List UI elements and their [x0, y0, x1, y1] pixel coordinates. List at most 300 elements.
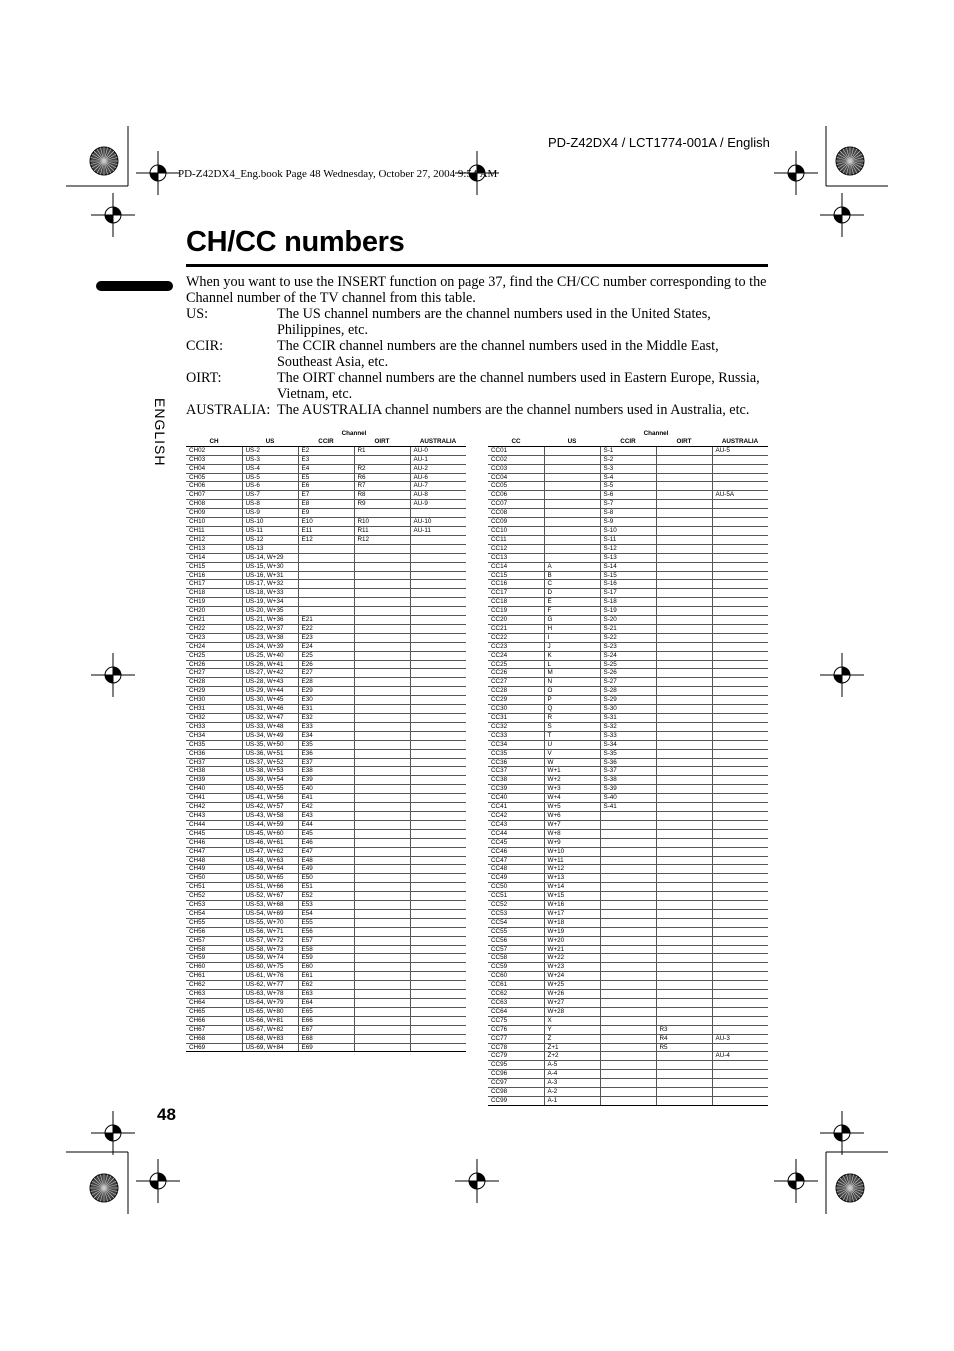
table-row: [488, 526, 768, 535]
table-cell: [354, 1043, 410, 1052]
table-cell: [410, 999, 466, 1008]
table-cell: CC79: [488, 1052, 544, 1061]
table-cell: [354, 918, 410, 927]
table-cell: E62: [298, 981, 354, 990]
table-cell: E46: [298, 838, 354, 847]
table-cell: R: [544, 714, 600, 723]
table-cell: CH47: [186, 847, 242, 856]
table-cell: R10: [354, 518, 410, 527]
definition-desc: The OIRT channel numbers are the channel numbers used in Eastern Europe, Russia, Vietnam, etc.: [277, 370, 760, 402]
table-cell: CC53: [488, 909, 544, 918]
table-cell: S-6: [600, 491, 656, 500]
table-row: [488, 1070, 768, 1079]
table-row: [186, 847, 466, 856]
table-cell: E54: [298, 909, 354, 918]
table-row: [186, 999, 466, 1008]
column-header: CH: [186, 438, 242, 446]
table-cell: [656, 446, 712, 455]
table-cell: [410, 544, 466, 553]
table-row: [186, 820, 466, 829]
table-cell: [712, 1079, 768, 1088]
table-cell: E41: [298, 794, 354, 803]
table-cell: CH06: [186, 482, 242, 491]
table-cell: [354, 544, 410, 553]
table-cell: US-47, W+62: [242, 847, 298, 856]
cc-number-table: [488, 430, 768, 1106]
table-cell: CH25: [186, 651, 242, 660]
table-cell: [354, 767, 410, 776]
table-cell: Z: [544, 1034, 600, 1043]
table-cell: CC42: [488, 811, 544, 820]
table-cell: [410, 901, 466, 910]
table-cell: S-13: [600, 553, 656, 562]
table-cell: CH63: [186, 990, 242, 999]
table-cell: CC75: [488, 1016, 544, 1025]
table-cell: [656, 616, 712, 625]
table-cell: E23: [298, 633, 354, 642]
table-cell: W+12: [544, 865, 600, 874]
table-cell: W+18: [544, 918, 600, 927]
table-cell: CH66: [186, 1016, 242, 1025]
table-cell: [354, 571, 410, 580]
table-cell: I: [544, 633, 600, 642]
table-cell: [712, 616, 768, 625]
table-cell: [354, 651, 410, 660]
table-cell: E24: [298, 642, 354, 651]
table-cell: CH05: [186, 473, 242, 482]
table-cell: [712, 972, 768, 981]
table-cell: [656, 660, 712, 669]
table-cell: CH23: [186, 633, 242, 642]
table-cell: US-57, W+72: [242, 936, 298, 945]
table-cell: [354, 954, 410, 963]
table-cell: [712, 945, 768, 954]
table-cell: [600, 963, 656, 972]
page-number: 48: [157, 1105, 176, 1124]
table-cell: AU-2: [410, 464, 466, 473]
table-cell: E50: [298, 874, 354, 883]
table-cell: E8: [298, 500, 354, 509]
table-row: [488, 678, 768, 687]
table-cell: [656, 901, 712, 910]
table-cell: R5: [656, 1043, 712, 1052]
table-cell: [712, 526, 768, 535]
table-cell: [410, 972, 466, 981]
table-cell: [656, 990, 712, 999]
table-row: [186, 838, 466, 847]
table-row: [488, 981, 768, 990]
table-row: [186, 767, 466, 776]
table-cell: E11: [298, 526, 354, 535]
table-cell: K: [544, 651, 600, 660]
table-cell: [712, 1088, 768, 1097]
table-row: [186, 981, 466, 990]
table-row: [186, 687, 466, 696]
table-cell: CH27: [186, 669, 242, 678]
table-cell: [410, 981, 466, 990]
table-cell: R9: [354, 500, 410, 509]
column-header: OIRT: [354, 438, 410, 446]
table-row: [186, 446, 466, 455]
table-cell: CC58: [488, 954, 544, 963]
table-cell: [298, 544, 354, 553]
table-row: [488, 624, 768, 633]
table-cell: O: [544, 687, 600, 696]
table-row: [186, 589, 466, 598]
table-row: [186, 669, 466, 678]
table-cell: [656, 874, 712, 883]
table-row: [186, 1043, 466, 1052]
table-cell: CH61: [186, 972, 242, 981]
table-cell: [600, 909, 656, 918]
table-cell: [410, 562, 466, 571]
table-cell: S-28: [600, 687, 656, 696]
table-cell: [712, 624, 768, 633]
table-cell: CC50: [488, 883, 544, 892]
page-title: CH/CC numbers: [186, 226, 405, 258]
table-cell: C: [544, 580, 600, 589]
crosshair-mark: [820, 1111, 864, 1155]
table-cell: [600, 1079, 656, 1088]
table-cell: US-62, W+77: [242, 981, 298, 990]
table-cell: [354, 874, 410, 883]
table-cell: [600, 901, 656, 910]
table-cell: N: [544, 678, 600, 687]
table-cell: CH21: [186, 616, 242, 625]
table-cell: [712, 740, 768, 749]
table-cell: R12: [354, 535, 410, 544]
table-row: [186, 803, 466, 812]
table-row: [186, 883, 466, 892]
table-cell: [410, 918, 466, 927]
table-cell: CC59: [488, 963, 544, 972]
table-row: [186, 616, 466, 625]
table-cell: US-30, W+45: [242, 696, 298, 705]
table-row: [186, 963, 466, 972]
table-cell: [410, 535, 466, 544]
table-cell: CC34: [488, 740, 544, 749]
table-cell: [656, 526, 712, 535]
table-cell: [410, 865, 466, 874]
table-cell: [712, 874, 768, 883]
table-cell: [656, 491, 712, 500]
table-row: [186, 598, 466, 607]
table-cell: CC95: [488, 1061, 544, 1070]
table-row: [186, 509, 466, 518]
table-cell: [600, 874, 656, 883]
table-cell: R8: [354, 491, 410, 500]
table-row: [488, 553, 768, 562]
table-row: [186, 794, 466, 803]
table-cell: US-55, W+70: [242, 918, 298, 927]
table-cell: [600, 999, 656, 1008]
table-cell: [354, 455, 410, 464]
table-cell: AU-1: [410, 455, 466, 464]
table-cell: W+6: [544, 811, 600, 820]
table-row: [186, 945, 466, 954]
table-cell: [656, 811, 712, 820]
table-cell: US-37, W+52: [242, 758, 298, 767]
table-cell: W+26: [544, 990, 600, 999]
table-row: [488, 918, 768, 927]
table-cell: CC46: [488, 847, 544, 856]
table-cell: W+19: [544, 927, 600, 936]
table-cell: [354, 633, 410, 642]
table-cell: [410, 892, 466, 901]
table-cell: US-15, W+30: [242, 562, 298, 571]
table-cell: [656, 856, 712, 865]
table-cell: [354, 829, 410, 838]
table-cell: R6: [354, 473, 410, 482]
table-cell: CH67: [186, 1025, 242, 1034]
table-cell: CC19: [488, 607, 544, 616]
table-cell: E58: [298, 945, 354, 954]
table-cell: US-69, W+84: [242, 1043, 298, 1052]
table-cell: E26: [298, 660, 354, 669]
table-cell: [712, 518, 768, 527]
table-cell: S-29: [600, 696, 656, 705]
table-cell: [410, 811, 466, 820]
table-cell: E43: [298, 811, 354, 820]
table-cell: [410, 509, 466, 518]
table-cell: CH37: [186, 758, 242, 767]
table-cell: [656, 678, 712, 687]
table-row: [488, 651, 768, 660]
table-row: [488, 794, 768, 803]
table-cell: [600, 865, 656, 874]
table-cell: CC54: [488, 918, 544, 927]
table-cell: E37: [298, 758, 354, 767]
table-cell: [410, 740, 466, 749]
table-cell: CC20: [488, 616, 544, 625]
table-cell: [410, 678, 466, 687]
table-cell: [600, 927, 656, 936]
table-row: [488, 660, 768, 669]
table-cell: E51: [298, 883, 354, 892]
document-id: PD-Z42DX4 / LCT1774-001A / English: [548, 135, 770, 150]
table-cell: W+24: [544, 972, 600, 981]
table-row: [488, 633, 768, 642]
table-cell: [656, 909, 712, 918]
table-cell: CC28: [488, 687, 544, 696]
table-cell: [298, 598, 354, 607]
table-cell: [410, 696, 466, 705]
table-row: [488, 1079, 768, 1088]
table-cell: CC38: [488, 776, 544, 785]
table-cell: [600, 1016, 656, 1025]
table-cell: S-14: [600, 562, 656, 571]
table-row: [488, 740, 768, 749]
table-cell: US-3: [242, 455, 298, 464]
table-cell: [354, 972, 410, 981]
table-cell: Z+2: [544, 1052, 600, 1061]
table-row: [488, 1043, 768, 1052]
definition-australia: [186, 402, 771, 418]
table-cell: [544, 455, 600, 464]
table-cell: [656, 731, 712, 740]
table-cell: [712, 642, 768, 651]
table-cell: [712, 909, 768, 918]
table-cell: US-42, W+57: [242, 803, 298, 812]
table-cell: E9: [298, 509, 354, 518]
table-cell: US-60, W+75: [242, 963, 298, 972]
table-cell: [712, 500, 768, 509]
table-cell: AU-6: [410, 473, 466, 482]
table-cell: [712, 1070, 768, 1079]
table-row: [488, 705, 768, 714]
table-cell: CC31: [488, 714, 544, 723]
starburst-mark: [90, 1174, 118, 1202]
table-cell: [410, 829, 466, 838]
table-cell: CC96: [488, 1070, 544, 1079]
table-cell: [354, 856, 410, 865]
table-cell: [656, 509, 712, 518]
table-cell: [354, 598, 410, 607]
table-cell: [410, 731, 466, 740]
table-cell: CC64: [488, 1007, 544, 1016]
table-cell: [656, 473, 712, 482]
table-cell: [354, 758, 410, 767]
table-row: [488, 642, 768, 651]
table-cell: R4: [656, 1034, 712, 1043]
table-cell: US-53, W+68: [242, 901, 298, 910]
table-cell: [656, 749, 712, 758]
table-row: [488, 1034, 768, 1043]
table-cell: CH36: [186, 749, 242, 758]
ch-number-table: [186, 430, 466, 1052]
table-cell: E21: [298, 616, 354, 625]
table-cell: CH48: [186, 856, 242, 865]
table-cell: E69: [298, 1043, 354, 1052]
table-cell: [410, 803, 466, 812]
crosshair-mark: [774, 1159, 818, 1203]
table-cell: [656, 999, 712, 1008]
table-cell: [656, 589, 712, 598]
table-cell: CC02: [488, 455, 544, 464]
table-cell: [410, 1034, 466, 1043]
table-row: [488, 936, 768, 945]
table-cell: [656, 785, 712, 794]
table-cell: [712, 660, 768, 669]
table-cell: [712, 589, 768, 598]
table-cell: S-17: [600, 589, 656, 598]
table-cell: [410, 945, 466, 954]
table-cell: CH10: [186, 518, 242, 527]
table-cell: [544, 446, 600, 455]
table-row: [488, 544, 768, 553]
table-cell: US-12: [242, 535, 298, 544]
table-cell: E57: [298, 936, 354, 945]
table-cell: CH57: [186, 936, 242, 945]
table-cell: [600, 1034, 656, 1043]
table-cell: [712, 829, 768, 838]
table-cell: [354, 696, 410, 705]
table-cell: W+28: [544, 1007, 600, 1016]
table-cell: [712, 1061, 768, 1070]
table-cell: E28: [298, 678, 354, 687]
table-cell: CH43: [186, 811, 242, 820]
definition-us: [186, 306, 771, 338]
table-cell: E7: [298, 491, 354, 500]
table-cell: [712, 981, 768, 990]
table-cell: [298, 553, 354, 562]
table-row: [186, 624, 466, 633]
table-cell: CC26: [488, 669, 544, 678]
table-cell: W+10: [544, 847, 600, 856]
table-cell: [712, 847, 768, 856]
intro-lead: When you want to use the INSERT function on page 37, find the CH/CC number corresponding to the Channel number of the TV channel from this table.: [186, 274, 767, 306]
table-cell: R2: [354, 464, 410, 473]
table-cell: S-4: [600, 473, 656, 482]
table-cell: W+8: [544, 829, 600, 838]
table-cell: [354, 820, 410, 829]
table-cell: [656, 455, 712, 464]
table-cell: US-14, W+29: [242, 553, 298, 562]
table-row: [488, 785, 768, 794]
table-cell: S-1: [600, 446, 656, 455]
table-row: [488, 999, 768, 1008]
table-cell: US-63, W+78: [242, 990, 298, 999]
title-rule: [186, 264, 768, 267]
table-cell: [410, 580, 466, 589]
table-cell: S-7: [600, 500, 656, 509]
table-cell: [544, 553, 600, 562]
definition-term: AUSTRALIA:: [186, 402, 271, 418]
table-row: [186, 731, 466, 740]
table-cell: S-41: [600, 803, 656, 812]
table-row: [488, 482, 768, 491]
table-row: [186, 518, 466, 527]
crosshair-mark: [820, 193, 864, 237]
table-cell: M: [544, 669, 600, 678]
table-cell: S-2: [600, 455, 656, 464]
table-cell: W+25: [544, 981, 600, 990]
table-row: [186, 909, 466, 918]
table-cell: [354, 678, 410, 687]
table-cell: CC22: [488, 633, 544, 642]
table-row: [186, 526, 466, 535]
table-cell: [712, 999, 768, 1008]
table-cell: A-1: [544, 1096, 600, 1105]
definition-desc: The US channel numbers are the channel numbers used in the United States, Philippines, etc.: [277, 306, 711, 338]
table-cell: US-9: [242, 509, 298, 518]
table-cell: US-11: [242, 526, 298, 535]
table-cell: [656, 687, 712, 696]
table-cell: S-8: [600, 509, 656, 518]
table-cell: [712, 963, 768, 972]
table-cell: [354, 1025, 410, 1034]
table-cell: US-29, W+44: [242, 687, 298, 696]
table-cell: [656, 981, 712, 990]
table-row: [488, 1061, 768, 1070]
table-row: [488, 580, 768, 589]
table-cell: W+9: [544, 838, 600, 847]
table-cell: US-51, W+66: [242, 883, 298, 892]
table-cell: US-16, W+31: [242, 571, 298, 580]
table-cell: [298, 607, 354, 616]
table-cell: R11: [354, 526, 410, 535]
table-cell: [354, 936, 410, 945]
table-cell: CC36: [488, 758, 544, 767]
table-cell: S: [544, 722, 600, 731]
table-cell: [410, 856, 466, 865]
table-cell: US-24, W+39: [242, 642, 298, 651]
table-cell: S-32: [600, 722, 656, 731]
table-row: [488, 446, 768, 455]
table-cell: CC48: [488, 865, 544, 874]
table-cell: E40: [298, 785, 354, 794]
table-cell: US-40, W+55: [242, 785, 298, 794]
